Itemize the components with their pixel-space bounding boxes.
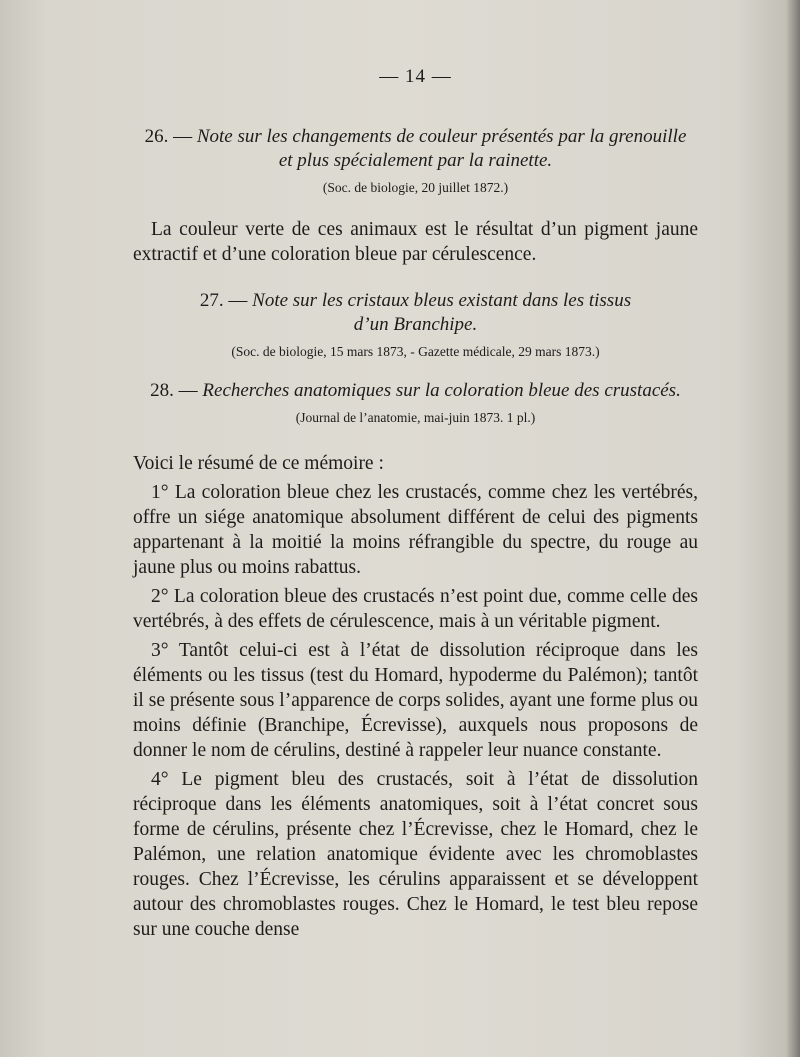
entry-28-title: 28. — Recherches anatomiques sur la coloration bleue des crustacés. (150, 380, 681, 401)
entry-27 (133, 289, 698, 361)
summary-point-1: 1° La coloration bleue chez les crustacés, comme chez les vertébrés, offre un siége anatomique absolument différent de celui des pigments appartenant à la moitié la moins réfrangible du spectre, du rouge au jaune plus ou moins rabattus. (133, 482, 698, 578)
summary-point-2: 2° La coloration bleue des crustacés n’est point due, comme celle des vertébrés, à des effets de cérulescence, mais à un véritable pigment. (133, 586, 698, 632)
entry-27-source: (Soc. de biologie, 15 mars 1873, - Gazette médicale, 29 mars 1873.) (231, 344, 600, 359)
entry-26-title: 26. — Note sur les changements de couleur présentés par la grenouille et plus spécialement par la rainette. (144, 126, 687, 171)
summary-intro: Voici le résumé de ce mémoire : (133, 453, 384, 474)
entry-26 (133, 125, 698, 267)
page-edge-shadow (786, 0, 800, 1057)
summary-point-3: 3° Tantôt celui-ci est à l’état de dissolution réciproque dans les éléments ou les tissus (test du Homard, hypoderme du Palémon); tantôt il se présente sous l’apparence de corps solides, ayant une forme plus ou moins définie (Branchipe, Écrevisse), auxquels nous proposons de donner le nom de cérulins, destiné à rappeler leur nuance constante. (133, 640, 698, 761)
summary-point-4: 4° Le pigment bleu des crustacés, soit à l’état de dissolution réciproque dans les éléments anatomiques, soit à l’état concret sous forme de cérulins, présente chez l’Écrevisse, chez le Homard, chez le Palémon, une relation anatomique évidente avec les chromoblastes rouges. Chez l’Écrevisse, les cérulins apparaissent et se développent autour des chromoblastes rouges. Chez le Homard, le test bleu repose sur une couche dense (133, 769, 698, 940)
entry-26-summary: La couleur verte de ces animaux est le résultat d’un pigment jaune extractif et d’une coloration bleue par cérulescence. (133, 219, 698, 265)
entry-28-source: (Journal de l’anatomie, mai-juin 1873. 1 pl.) (295, 410, 536, 425)
page-content (133, 64, 698, 942)
memoir-summary (133, 451, 698, 942)
entry-27-title: 27. — Note sur les cristaux bleus existant dans les tissus d’un Branchipe. (199, 290, 632, 335)
page-number: — 14 — (379, 66, 452, 87)
entry-28 (133, 379, 698, 427)
entry-26-source: (Soc. de biologie, 20 juillet 1872.) (322, 180, 509, 195)
